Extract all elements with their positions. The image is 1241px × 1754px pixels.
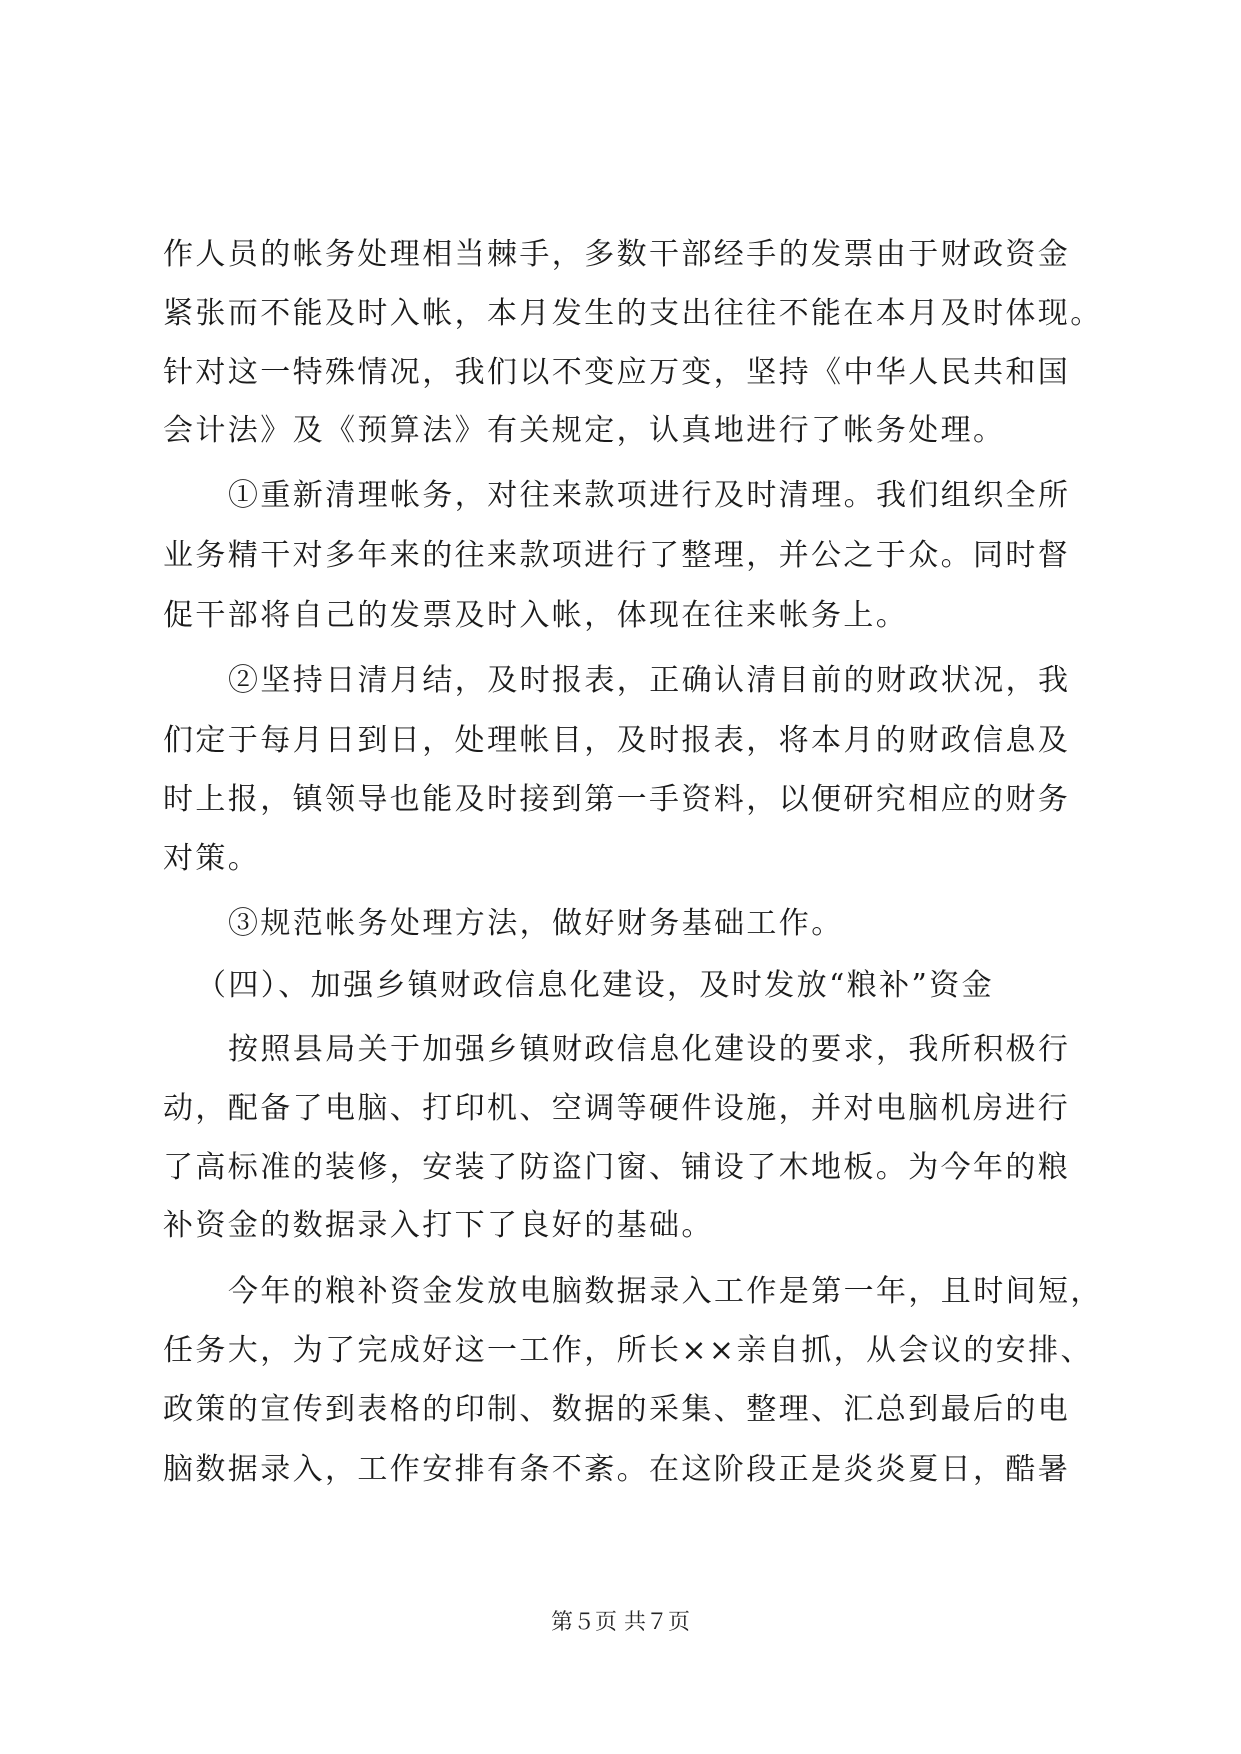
text-line: 会计法》及《预算法》有关规定，认真地进行了帐务处理。	[163, 413, 1006, 448]
text-line: 紧张而不能及时入帐，本月发生的支出往往不能在本月及时体现。	[163, 296, 1103, 331]
paragraph-first-line: ②坚持日清月结，及时报表，正确认清目前的财政状况，我	[228, 663, 1071, 698]
text-line: 补资金的数据录入打下了良好的基础。	[163, 1208, 714, 1243]
paragraph-first-line: ①重新清理帐务，对往来款项进行及时清理。我们组织全所	[228, 478, 1071, 513]
text-line: 作人员的帐务处理相当棘手，多数干部经手的发票由于财政资金	[163, 237, 1071, 272]
text-line: 了高标准的装修，安装了防盗门窗、铺设了木地板。为今年的粮	[163, 1150, 1071, 1185]
text-line: 对策。	[163, 841, 261, 876]
text-line: 政策的宣传到表格的印制、数据的采集、整理、汇总到最后的电	[163, 1392, 1071, 1427]
text-line: 针对这一特殊情况，我们以不变应万变，坚持《中华人民共和国	[163, 355, 1071, 390]
paragraph-first-line: ③规范帐务处理方法，做好财务基础工作。	[228, 906, 844, 941]
section-heading: （四）、加强乡镇财政信息化建设，及时发放“粮补”资金	[196, 968, 995, 1003]
paragraph-first-line: 今年的粮补资金发放电脑数据录入工作是第一年，且时间短，	[228, 1274, 1103, 1309]
text-line: 任务大，为了完成好这一工作，所长××亲自抓，从会议的安排、	[163, 1333, 1093, 1368]
text-line: 动，配备了电脑、打印机、空调等硬件设施，并对电脑机房进行	[163, 1091, 1071, 1126]
text-line: 业务精干对多年来的往来款项进行了整理，并公之于众。同时督	[163, 538, 1071, 573]
text-line: 脑数据录入，工作安排有条不紊。在这阶段正是炎炎夏日，酷暑	[163, 1452, 1071, 1487]
text-line: 们定于每月日到日，处理帐目，及时报表，将本月的财政信息及	[163, 723, 1071, 758]
text-line: 时上报，镇领导也能及时接到第一手资料，以便研究相应的财务	[163, 782, 1071, 817]
paragraph-first-line: 按照县局关于加强乡镇财政信息化建设的要求，我所积极行	[228, 1032, 1071, 1067]
page-number-footer: 第５页 共７页	[551, 1610, 690, 1635]
text-line: 促干部将自己的发票及时入帐，体现在往来帐务上。	[163, 598, 909, 633]
